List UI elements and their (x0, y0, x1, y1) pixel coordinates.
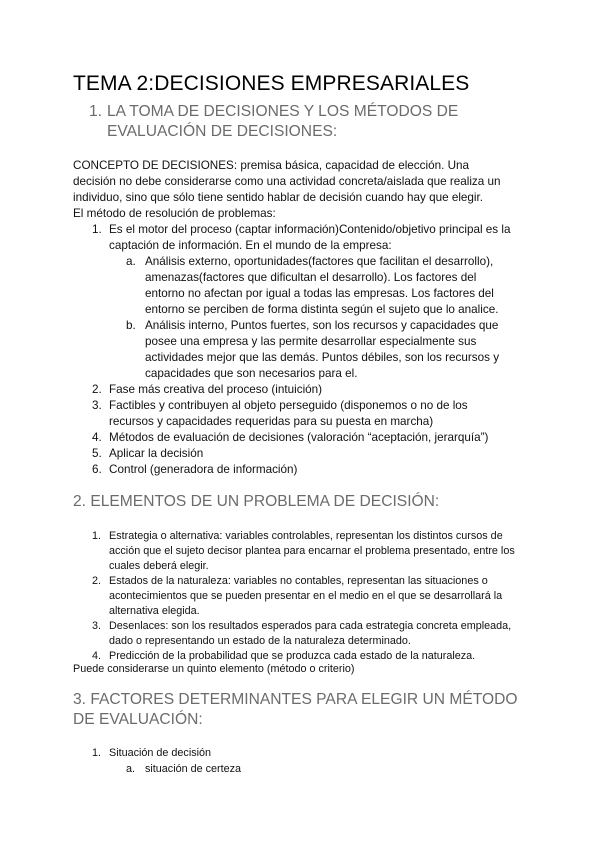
sub-list-item-text: actividades mejor que las demás. Puntos débiles, son los recursos y (145, 351, 500, 364)
sub-list-item-letter: a. (126, 255, 136, 268)
list-item-number: 6. (92, 463, 102, 476)
sub-list-item-text: situación de certeza (145, 763, 242, 775)
sub-list-item-letter: b. (126, 319, 136, 332)
list-item-text: Estados de la naturaleza: variables no contables, representan las situaciones o (109, 575, 488, 587)
fifth-element-note: Puede considerarse un quinto elemento (método o criterio) (73, 663, 355, 675)
section-1-number: 1. (89, 103, 103, 120)
list-item-text: cuales deberá elegir. (109, 560, 209, 572)
section-1-heading-line-2: EVALUACIÓN DE DECISIONES: (107, 123, 338, 140)
list-item-text: Factibles y contribuyen al objeto perseguido (disponemos o no de los (109, 399, 468, 412)
list-item-text: recursos y capacidades requeridas para su puesta en marcha) (109, 415, 434, 428)
section-2-heading: 2. ELEMENTOS DE UN PROBLEMA DE DECISIÓN: (73, 493, 440, 510)
list-item-text: Aplicar la decisión (109, 447, 204, 460)
sub-list-item-text: posee una empresa y las permite desarrollar especialmente sus (145, 335, 477, 348)
sub-list-item-text: Análisis externo, oportunidades(factores que facilitan el desarrollo), (145, 255, 494, 268)
list-item-number: 3. (92, 399, 102, 412)
concept-line-4: El método de resolución de problemas: (73, 207, 276, 220)
list-item-text: captación de información. En el mundo de la empresa: (109, 239, 392, 252)
document-title: TEMA 2:DECISIONES EMPRESARIALES (73, 72, 470, 95)
list-item-number: 2. (92, 383, 102, 396)
list-item-text: Predicción de la probabilidad que se produzca cada estado de la naturaleza. (109, 650, 476, 662)
concept-line-3: individuo, sino que sólo tiene sentido hablar de decisión cuando hay que elegir. (73, 191, 484, 204)
concept-line-2: decisión no debe considerarse como una actividad concreta/aislada que realiza un (73, 175, 501, 188)
list-item-number: 1. (92, 747, 102, 759)
section-1-heading-line-1: LA TOMA DE DECISIONES Y LOS MÉTODOS DE (107, 103, 459, 120)
list-item-number: 4. (92, 431, 102, 444)
list-item-number: 3. (92, 620, 102, 632)
sub-list-item-text: entorno no afectan por igual a todas las empresas. Los factores del (145, 287, 494, 300)
list-item-text: Desenlaces: son los resultados esperados para cada estrategia concreta empleada, (109, 620, 512, 632)
list-item-number: 4. (92, 650, 102, 662)
sub-list-item-text: capacidades que son necesarios para el. (145, 367, 358, 380)
sub-list-item-text: Análisis interno, Puntos fuertes, son los recursos y capacidades que (145, 319, 499, 332)
list-item-text: Métodos de evaluación de decisiones (valoración “aceptación, jerarquía”) (109, 431, 489, 444)
list-item-text: acontecimientos que se pueden presentar en el medio en el que se desarrollará la (109, 590, 503, 602)
list-item-text: Situación de decisión (109, 747, 212, 759)
list-item-text: dado o representando un estado de la naturaleza determinado. (109, 635, 411, 647)
list-item-text: Fase más creativa del proceso (intuición) (109, 383, 323, 396)
list-item-text: Control (generadora de información) (109, 463, 298, 476)
list-item-number: 2. (92, 575, 102, 587)
section-3-heading-line-1: 3. FACTORES DETERMINANTES PARA ELEGIR UN MÉTODO (73, 691, 518, 708)
list-item-text: acción que el sujeto decisor plantea para encarnar el problema presentado, entre los (109, 545, 515, 557)
section-3-heading-line-2: DE EVALUACIÓN: (73, 711, 203, 728)
sub-list-item-letter: a. (126, 763, 136, 775)
list-item-text: alternativa elegida. (109, 605, 200, 617)
list-item-number: 1. (92, 530, 102, 542)
sub-list-item-text: amenazas(factores que dificultan el desarrollo). Los factores del (145, 271, 477, 284)
list-item-number: 5. (92, 447, 102, 460)
concept-line-1: CONCEPTO DE DECISIONES: premisa básica, capacidad de elección. Una (73, 159, 470, 172)
list-item-number: 1. (92, 223, 102, 236)
sub-list-item-text: entorno se perciben de forma distinta según el sujeto que lo analice. (145, 303, 499, 316)
list-item-text: Es el motor del proceso (captar información)Contenido/objetivo principal es la (109, 223, 511, 236)
list-item-text: Estrategia o alternativa: variables controlables, representan los distintos cursos de (109, 530, 503, 542)
